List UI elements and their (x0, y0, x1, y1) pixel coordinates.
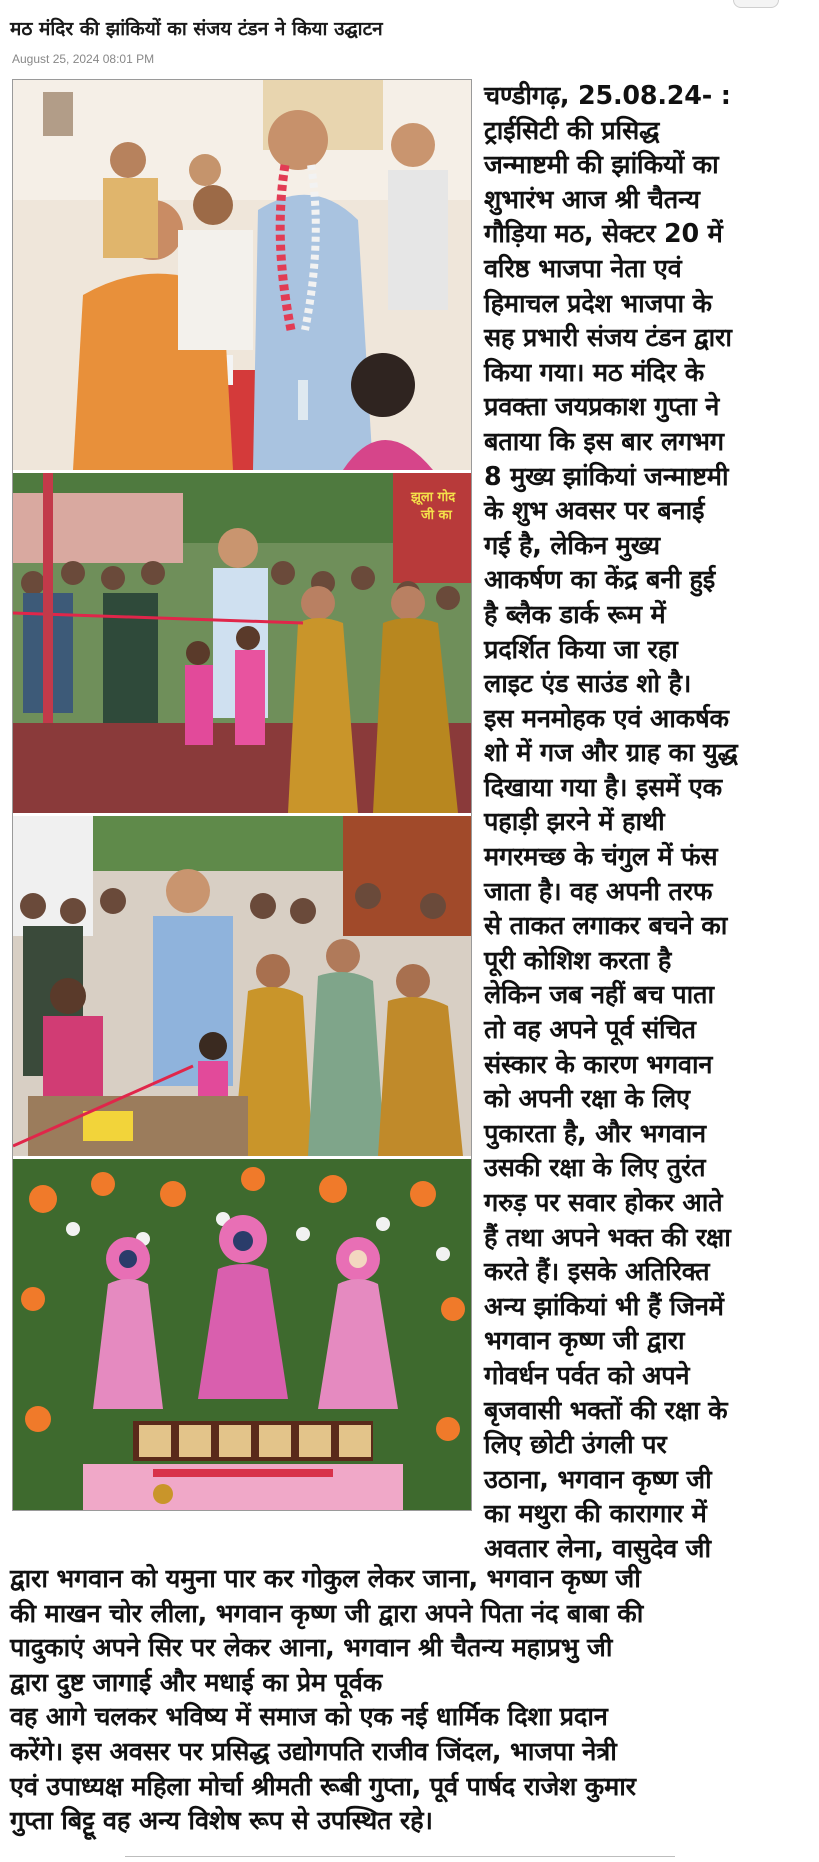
photo-ribbon-cutting[interactable] (13, 473, 471, 813)
top-pill-button[interactable] (733, 0, 779, 8)
article-date: August 25, 2024 08:01 PM (12, 52, 155, 66)
article-headline: मठ मंदिर की झांकियों का संजय टंडन ने किया उद्घाटन (10, 18, 383, 40)
photo-garlanding-ceremony[interactable] (13, 80, 471, 470)
photo-collage (12, 79, 472, 1511)
article-body-side: चण्डीगढ़, 25.08.24- : ट्राईसिटी की प्रसिद्ध जन्माष्टमी की झांकियों का शुभारंभ आज श्री चैतन्य गौड़िया मठ, सेक्टर 20 में वरिष्ठ भाजपा नेता एवं हिमाचल प्रदेश भाजपा के सह प्रभारी संजय टंडन द्वारा किया गया। मठ मंदिर के प्रवक्ता जयप्रकाश गुप्ता ने बताया कि इस बार लगभग 8 मुख्य झांकियां जन्माष्टमी के शुभ अवसर पर बनाई गई है, लेकिन मुख्य आकर्षण का केंद्र बनी हुई है ब्लैक डार्क रूम में प्रदर्शित किया जा रहा लाइट एंड साउंड शो है। इस मनमोहक एवं आकर्षक शो में गज और ग्राह का युद्ध दिखाया गया है। इसमें एक पहाड़ी झरने में हाथी मगरमच्छ के चंगुल में फंस जाता है। वह अपनी तरफ से ताकत लगाकर बचने का पूरी कोशिश करता है लेकिन जब नहीं बच पाता तो वह अपने पूर्व संचित संस्कार के कारण भगवान को अपनी रक्षा के लिए पुकारता है, और भगवान उसकी रक्षा के लिए तुरंत गरुड़ पर सवार होकर आते हैं तथा अपने भक्त की रक्षा करते हैं। इसके अतिरिक्त अन्य झांकियां भी हैं जिनमें भगवान कृष्ण जी द्वारा गोवर्धन पर्वत को अपने बृजवासी भक्तों की रक्षा के लिए छोटी उंगली पर उठाना, भगवान कृष्ण जी का मथुरा की कारागार में अवतार लेना, वासुदेव जी (484, 80, 738, 1563)
photo-sign-text: झूला गोद जी का (411, 490, 456, 523)
bottom-divider (125, 1856, 675, 1857)
photo-decorated-altar[interactable] (13, 1159, 471, 1510)
photo-inauguration-group[interactable] (13, 816, 471, 1156)
article-body-full: द्वारा भगवान को यमुना पार कर गोकुल लेकर जाना, भगवान कृष्ण जी की माखन चोर लीला, भगवान कृष्ण जी द्वारा अपने पिता नंद बाबा की पादुकाएं अपने सिर पर लेकर आना, भगवान श्री चैतन्य महाप्रभु जी द्वारा दुष्ट जागाई और मधाई का प्रेम पूर्वक वह आगे चलकर भविष्य में समाज को एक नई धार्मिक दिशा प्रदान करेंगे। इस अवसर पर प्रसिद्ध उद्योगपति राजीव जिंदल, भाजपा नेत्री एवं उपाध्यक्ष महिला मोर्चा श्रीमती रूबी गुप्ता, पूर्व पार्षद राजेश कुमार गुप्ता बिट्टू वह अन्य विशेष रूप से उपस्थित रहे। (10, 1563, 644, 1836)
